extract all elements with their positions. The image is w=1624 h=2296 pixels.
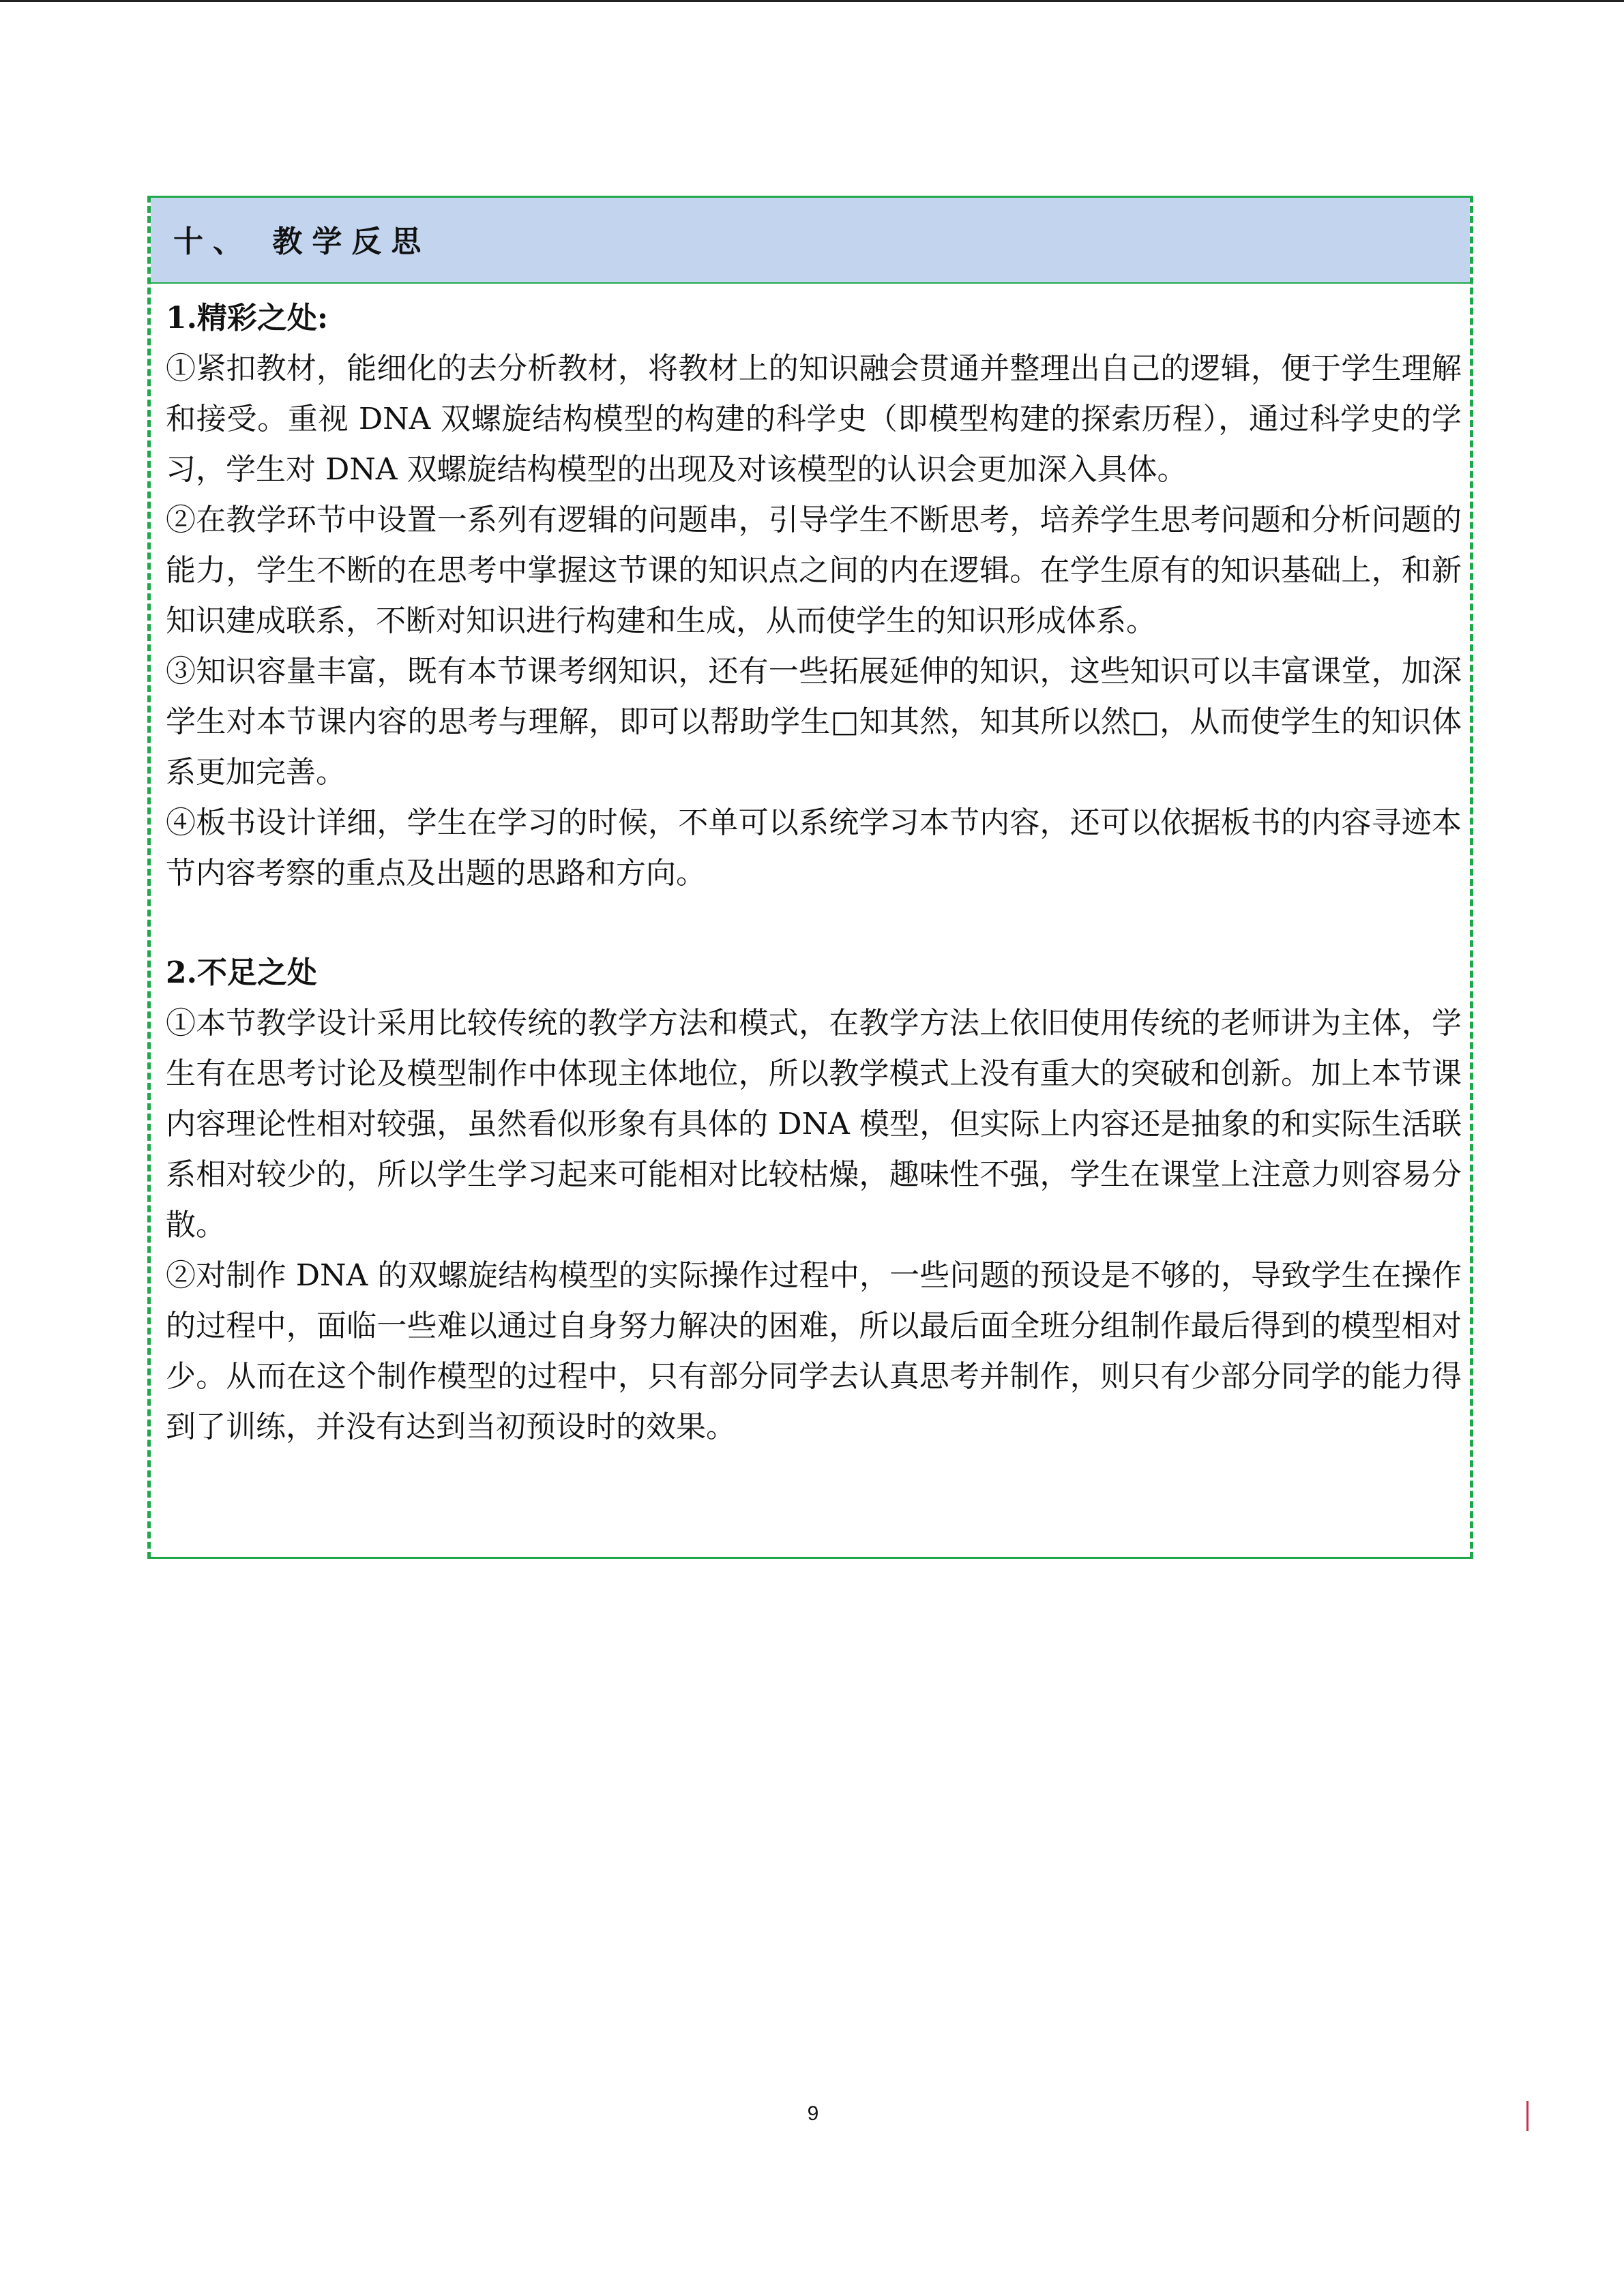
top-page-rule xyxy=(0,0,1624,2)
section-body xyxy=(166,293,1462,1452)
section-title: 十、 教学反思 xyxy=(173,224,431,259)
highlights-heading: 1.精彩之处: xyxy=(166,301,329,336)
section-spacer xyxy=(166,899,1462,948)
section-header xyxy=(151,198,1470,284)
highlight-point-3: ③知识容量丰富，既有本节课考纲知识，还有一些拓展延伸的知识，这些知识可以丰富课堂，加深学生对本节课内容的思考与理解，即可以帮助学生□知其然，知其所以然□，从而使学生的知识体系更加完善。 xyxy=(166,654,1462,790)
margin-mark xyxy=(1526,2101,1529,2131)
page-number: 9 xyxy=(807,2102,819,2125)
shortcoming-point-2: ②对制作 DNA 的双螺旋结构模型的实际操作过程中，一些问题的预设是不够的，导致学生在操作的过程中，面临一些难以通过自身努力解决的困难，所以最后面全班分组制作最后得到的模型相对少。从而在这个制作模型的过程中，只有部分同学去认真思考并制作，则只有少部分同学的能力得到了训练，并没有达到当初预设时的效果。 xyxy=(166,1258,1462,1444)
highlight-point-1: ①紧扣教材，能细化的去分析教材，将教材上的知识融会贯通并整理出自己的逻辑，便于学生理解和接受。重视 DNA 双螺旋结构模型的构建的科学史（即模型构建的探索历程），通过科学史的学习，学生对 DNA 双螺旋结构模型的出现及对该模型的认识会更加深入具体。 xyxy=(166,351,1462,487)
highlight-point-4: ④板书设计详细，学生在学习的时候，不单可以系统学习本节内容，还可以依据板书的内容寻迹本节内容考察的重点及出题的思路和方向。 xyxy=(166,805,1462,891)
highlight-point-2: ②在教学环节中设置一系列有逻辑的问题串，引导学生不断思考，培养学生思考问题和分析问题的能力，学生不断的在思考中掌握这节课的知识点之间的内在逻辑。在学生原有的知识基础上，和新知识建成联系，不断对知识进行构建和生成，从而使学生的知识形成体系。 xyxy=(166,503,1462,638)
shortcomings-heading: 2.不足之处 xyxy=(166,955,317,990)
shortcoming-point-1: ①本节教学设计采用比较传统的教学方法和模式，在教学方法上依旧使用传统的老师讲为主体，学生有在思考讨论及模型制作中体现主体地位，所以教学模式上没有重大的突破和创新。加上本节课内容理论性相对较强，虽然看似形象有具体的 DNA 模型，但实际上内容还是抽象的和实际生活联系相对较少的，所以学生学习起来可能相对比较枯燥，趣味性不强，学生在课堂上注意力则容易分散。 xyxy=(166,1006,1462,1242)
teaching-reflection-section xyxy=(147,196,1473,1559)
